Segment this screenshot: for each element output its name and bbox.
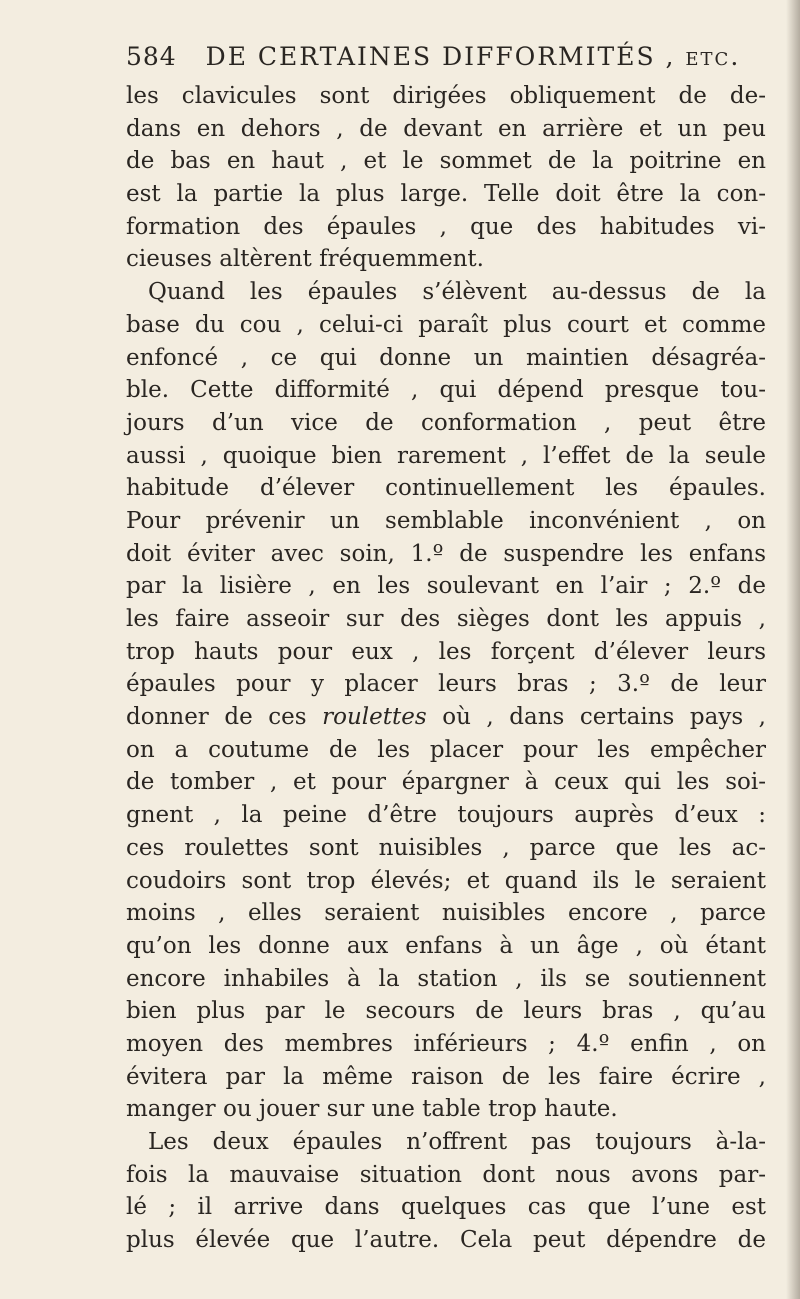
text-line: habitude d’élever continuellement les épaules.	[126, 475, 766, 502]
italic-term: roulettes	[322, 704, 427, 731]
text-line: bien plus par le secours de leurs bras , qu’au	[126, 998, 766, 1025]
page-edge-shadow	[786, 0, 800, 1299]
text-line: cieuses altèrent fréquemment.	[126, 246, 484, 273]
text-line: plus élevée que l’autre. Cela peut dépendre de	[126, 1227, 766, 1254]
text-line: épaules pour y placer leurs bras ; 3.º de leur	[126, 671, 766, 698]
text-line: Pour prévenir un semblable inconvénient , on	[126, 507, 766, 534]
text-line: on a coutume de les placer pour les empêcher	[126, 736, 766, 763]
running-title: DE CERTAINES DIFFORMITÉS , etc.	[205, 42, 741, 71]
text-line: évitera par la même raison de les faire écrire ,	[126, 1063, 766, 1090]
text-line: Quand les épaules s’élèvent au-dessus de la	[148, 279, 766, 306]
text-line: est la partie la plus large. Telle doit être la con-	[126, 181, 766, 208]
text-segment: où , dans certains pays ,	[426, 704, 766, 731]
text-line: manger ou jouer sur une table trop haute.	[126, 1096, 618, 1123]
text-line: ble. Cette difformité , qui dépend presque tou-	[126, 377, 766, 404]
text-line: fois la mauvaise situation dont nous avons par-	[126, 1161, 766, 1188]
page-number: 584	[126, 42, 177, 71]
text-line: aussi , quoique bien rarement , l’effet de la seule	[126, 442, 766, 469]
text-line: Les deux épaules n’offrent pas toujours à-la-	[148, 1129, 766, 1155]
text-line: les clavicules sont dirigées obliquement de de-	[126, 83, 766, 109]
text-line: coudoirs sont trop élevés; et quand ils le seraient	[126, 867, 766, 894]
text-line: formation des épaules , que des habitudes vi-	[126, 213, 766, 240]
text-line: dans en dehors , de devant en arrière et un peu	[126, 115, 766, 142]
text-line: par la lisière , en les soulevant en l’air ; 2.º de	[126, 573, 766, 600]
text-line	[126, 701, 766, 734]
text-line: de tomber , et pour épargner à ceux qui les soi-	[126, 769, 766, 796]
text-line: base du cou , celui-ci paraît plus court et comme	[126, 311, 766, 338]
text-line: qu’on les donne aux enfans à un âge , où étant	[126, 932, 766, 959]
text-line: gnent , la peine d’être toujours auprès d’eux :	[126, 802, 766, 829]
text-line: lé ; il arrive dans quelques cas que l’une est	[126, 1194, 766, 1221]
text-line: doit éviter avec soin, 1.º de suspendre les enfans	[126, 540, 766, 567]
running-header	[126, 42, 741, 71]
text-line: les faire asseoir sur des sièges dont les appuis ,	[126, 606, 766, 632]
text-line: moyen des membres inférieurs ; 4.º enfin , on	[126, 1030, 766, 1057]
text-line: trop hauts pour eux , les forçent d’élever leurs	[126, 638, 766, 665]
text-line: moins , elles seraient nuisibles encore , parce	[126, 900, 766, 927]
text-line: de bas en haut , et le sommet de la poitrine en	[126, 148, 766, 175]
text-line: encore inhabiles à la station , ils se soutiennent	[126, 965, 766, 992]
text-line: jours d’un vice de conformation , peut être	[126, 409, 766, 436]
text-line: ces roulettes sont nuisibles , parce que les ac-	[126, 834, 766, 861]
text-line: enfoncé , ce qui donne un maintien désagréa-	[126, 344, 766, 371]
text-segment: donner de ces	[126, 704, 323, 731]
body-text	[126, 80, 766, 1257]
